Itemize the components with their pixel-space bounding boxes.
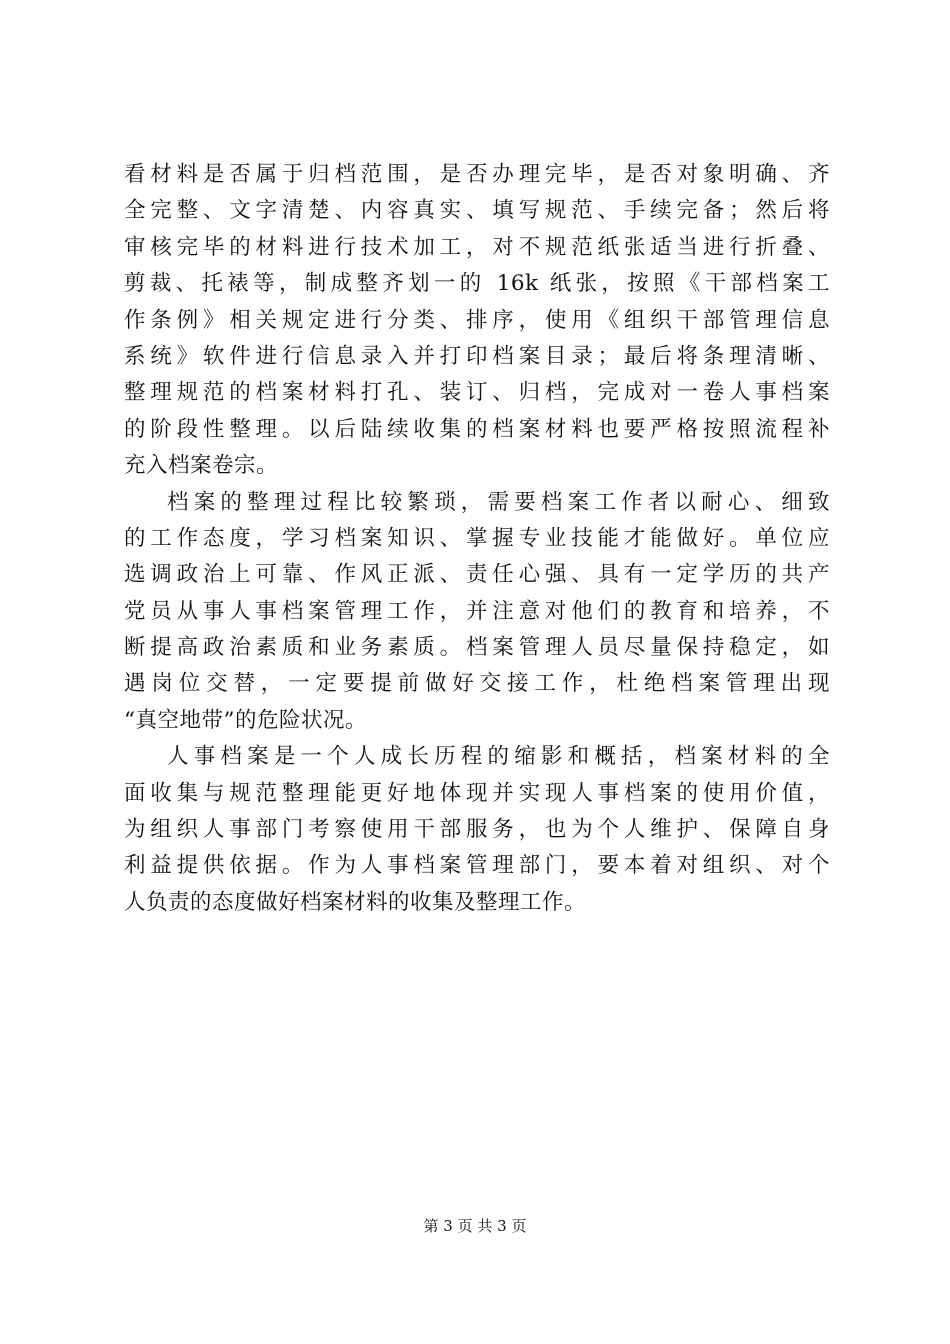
paragraph-1-line-3: 审核完毕的材料进行技术加工，对不规范纸张适当进行折叠、: [124, 234, 830, 260]
paragraph-1-line-5: 作条例》相关规定进行分类、排序，使用《组织干部管理信息: [124, 307, 830, 333]
paragraph-2-line-2: 的工作态度，学习档案知识、掌握专业技能才能做好。单位应: [124, 525, 830, 551]
paragraph-1-line-2: 全完整、文字清楚、内容真实、填写规范、手续完备；然后将: [124, 198, 830, 224]
paragraph-2-line-1: 档案的整理过程比较繁琐，需要档案工作者以耐心、细致: [167, 489, 830, 515]
page-footer: [0, 1216, 950, 1236]
paragraph-2-line-3: 选调政治上可靠、作风正派、责任心强、具有一定学历的共产: [124, 562, 830, 588]
paragraph-2-line-5: 断提高政治素质和业务素质。档案管理人员尽量保持稳定，如: [124, 635, 830, 661]
paragraph-3-line-5: 人负责的态度做好档案材料的收集及整理工作。: [124, 889, 587, 915]
paragraph-2-line-6: 遇岗位交替，一定要提前做好交接工作，杜绝档案管理出现: [124, 671, 830, 697]
paragraph-3-line-4: 利益提供依据。作为人事档案管理部门，要本着对组织、对个: [124, 853, 830, 879]
page-number-label: 第 3 页 共 3 页: [423, 1217, 527, 1235]
document-body: [124, 157, 830, 921]
paragraph-1-line-9: 充入档案卷宗。: [124, 453, 279, 479]
paragraph-3-line-1: 人事档案是一个人成长历程的缩影和概括，档案材料的全: [167, 744, 830, 770]
paragraph-1-line-7: 整理规范的档案材料打孔、装订、归档，完成对一卷人事档案: [124, 380, 830, 406]
paragraph-2-line-4: 党员从事人事档案管理工作，并注意对他们的教育和培养，不: [124, 598, 830, 624]
paragraph-1-line-6: 系统》软件进行信息录入并打印档案目录；最后将条理清晰、: [124, 343, 830, 369]
paragraph-2-line-7: “真空地带”的危险状况。: [124, 707, 367, 733]
paragraph-1-line-8: 的阶段性整理。以后陆续收集的档案材料也要严格按照流程补: [124, 416, 830, 442]
paragraph-3-line-3: 为组织人事部门考察使用干部服务，也为个人维护、保障自身: [124, 817, 830, 843]
paragraph-3-line-2: 面收集与规范整理能更好地体现并实现人事档案的使用价值，: [124, 780, 830, 806]
paragraph-1-line-4: 剪裁、托裱等，制成整齐划一的 16k 纸张，按照《干部档案工: [124, 271, 830, 297]
paragraph-1-line-1: 看材料是否属于归档范围，是否办理完毕，是否对象明确、齐: [124, 162, 830, 187]
